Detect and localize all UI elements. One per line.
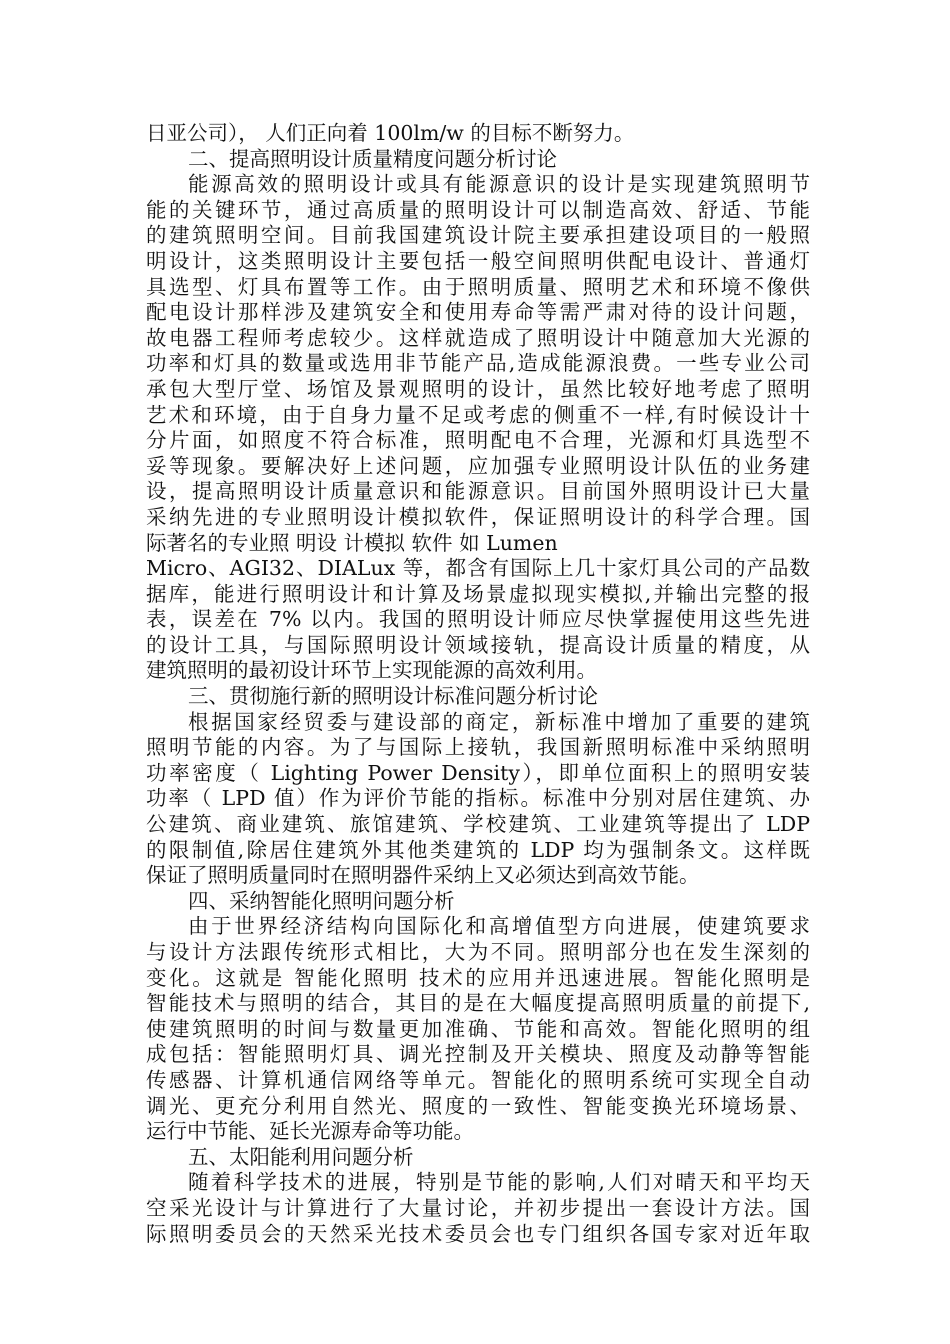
text-line: 公建筑、商业建筑、旅馆建筑、学校建筑、工业建筑等提出了 LDP xyxy=(146,812,810,837)
text-line: 际著名的专业照 明设 计模拟 软件 如 Lumen xyxy=(146,530,558,555)
section-heading: 三、贯彻施行新的照明设计标准问题分析讨论 xyxy=(188,684,598,709)
text-line: 设，提高照明设计质量意识和能源意识。目前国外照明设计已大量 xyxy=(146,479,810,504)
text-line: 具选型、灯具布置等工作。由于照明质量、照明艺术和环境不像供 xyxy=(146,274,810,299)
text-line: 的设计工具，与国际照明设计领域接轨，提高设计质量的精度，从 xyxy=(146,632,810,657)
text-line: 功率和灯具的数量或选用非节能产品,造成能源浪费。一些专业公司 xyxy=(146,351,810,376)
text-line: 建筑照明的最初设计环节上实现能源的高效利用。 xyxy=(146,658,597,683)
text-line: 根据国家经贸委与建设部的商定，新标准中增加了重要的建筑 xyxy=(188,709,810,734)
text-line: 据库，能进行照明设计和计算及场景虚拟现实模拟,并输出完整的报 xyxy=(146,581,810,606)
text-line: 的建筑照明空间。目前我国建筑设计院主要承担建设项目的一般照 xyxy=(146,223,810,248)
text-line: 照明节能的内容。为了与国际上接轨，我国新照明标准中采纳照明 xyxy=(146,735,810,760)
section-heading: 四、采纳智能化照明问题分析 xyxy=(188,888,455,913)
text-line: 表，误差在 7% 以内。我国的照明设计师应尽快掌握使用这些先进 xyxy=(146,607,810,632)
text-line: 日亚公司）， 人们正向着 100lm/w 的目标不断努力。 xyxy=(146,121,635,145)
body-text xyxy=(146,121,810,1247)
text-line: 由于世界经济结构向国际化和高增值型方向进展，使建筑要求 xyxy=(188,914,810,939)
text-line: Micro、AGI32、DIALux 等，都含有国际上几十家灯具公司的产品数 xyxy=(146,556,810,581)
text-line: 使建筑照明的时间与数量更加准确、节能和高效。智能化照明的组 xyxy=(146,1016,810,1041)
text-line: 与设计方法跟传统形式相比，大为不同。照明部分也在发生深刻的 xyxy=(146,940,810,964)
text-line: 采纳先进的专业照明设计模拟软件，保证照明设计的科学合理。国 xyxy=(146,504,810,529)
text-line: 艺术和环境，由于自身力量不足或考虑的侧重不一样,有时候设计十 xyxy=(146,402,810,427)
text-line: 故电器工程师考虑较少。这样就造成了照明设计中随意加大光源的 xyxy=(146,325,810,350)
text-line: 功率密度（ Lighting Power Density），即单位面积上的照明安装 xyxy=(146,760,810,785)
text-line: 变化。这就是 智能化照明 技术的应用并迅速进展。智能化照明是 xyxy=(146,965,810,990)
text-line: 传感器、计算机通信网络等单元。智能化的照明系统可实现全自动 xyxy=(146,1067,810,1092)
text-line: 随着科学技术的进展，特别是节能的影响,人们对晴天和平均天 xyxy=(188,1170,810,1195)
text-line: 的限制值,除居住建筑外其他类建筑的 LDP 均为强制条文。这样既 xyxy=(146,837,810,862)
text-line: 承包大型厅堂、场馆及景观照明的设计，虽然比较好地考虑了照明 xyxy=(146,376,810,401)
text-line: 运行中节能、延长光源寿命等功能。 xyxy=(146,1119,474,1144)
text-line: 明设计，这类照明设计主要包括一般空间照明供配电设计、普通灯 xyxy=(146,248,810,273)
text-line: 调光、更充分利用自然光、照度的一致性、智能变换光环境场景、 xyxy=(146,1093,810,1118)
text-line: 能源高效的照明设计或具有能源意识的设计是实现建筑照明节 xyxy=(188,172,810,197)
text-line: 能的关键环节，通过高质量的照明设计可以制造高效、舒适、节能 xyxy=(146,197,810,222)
text-line: 功率（ LPD 值）作为评价节能的指标。标准中分别对居住建筑、办 xyxy=(146,786,810,811)
text-line: 分片面，如照度不符合标准，照明配电不合理，光源和灯具选型不 xyxy=(146,428,810,453)
text-line: 保证了照明质量同时在照明器件采纳上又必须达到高效节能。 xyxy=(146,863,700,888)
section-heading: 五、太阳能利用问题分析 xyxy=(188,1144,414,1169)
section-heading: 二、提高照明设计质量精度问题分析讨论 xyxy=(188,146,557,171)
text-line: 配电设计那样涉及建筑安全和使用寿命等需严肃对待的设计问题， xyxy=(146,300,810,325)
text-line: 妥等现象。要解决好上述问题，应加强专业照明设计队伍的业务建 xyxy=(146,453,810,478)
text-line: 际照明委员会的天然采光技术委员会也专门组织各国专家对近年取 xyxy=(146,1221,810,1246)
text-line: 智能技术与照明的结合，其目的是在大幅度提高照明质量的前提下, xyxy=(146,991,810,1016)
text-line: 空采光设计与计算进行了大量讨论，并初步提出一套设计方法。国 xyxy=(146,1195,810,1220)
text-line: 成包括：智能照明灯具、调光控制及开关模块、照度及动静等智能 xyxy=(146,1042,810,1067)
